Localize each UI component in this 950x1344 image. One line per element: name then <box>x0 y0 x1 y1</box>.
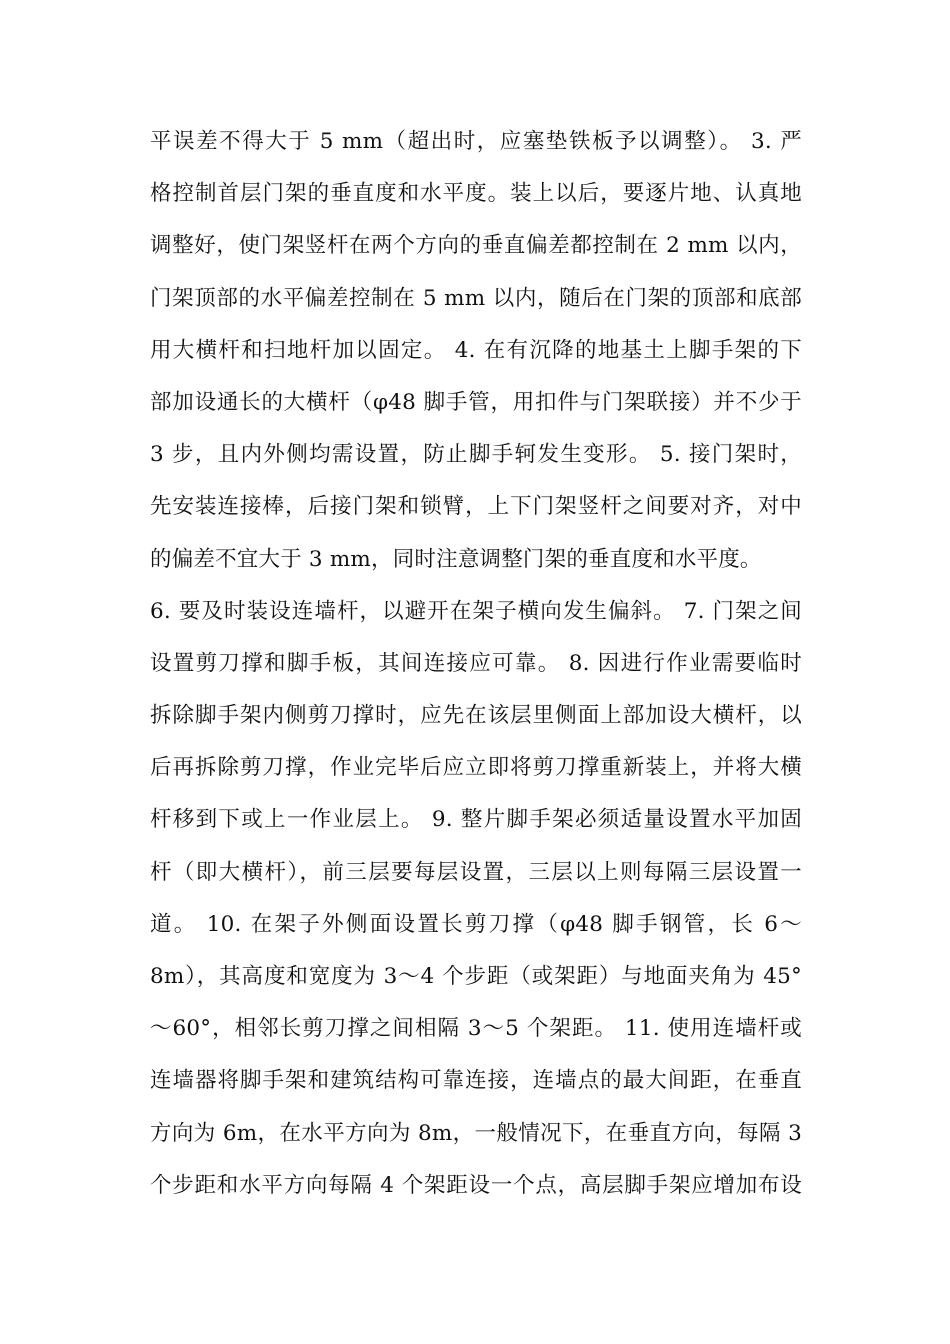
text-line-16: 道。 10. 在架子外侧面设置长剪刀撑（φ48 脚手钢管，长 6～ <box>150 911 802 937</box>
text-line-3: 调整好，使门架竖杆在两个方向的垂直偏差都控制在 2 mm 以内， <box>150 233 802 259</box>
body-text <box>150 116 802 1212</box>
text-line-2: 格控制首层门架的垂直度和水平度。装上以后，要逐片地、认真地 <box>150 181 802 207</box>
text-line-9: 的偏差不宜大于 3 mm，同时注意调整门架的垂直度和水平度。 <box>150 546 762 572</box>
text-line-19: 连墙器将脚手架和建筑结构可靠连接，连墙点的最大间距，在垂直 <box>150 1068 802 1094</box>
text-line-11: 设置剪刀撑和脚手板，其间连接应可靠。 8. 因进行作业需要临时 <box>150 650 802 676</box>
text-line-18: ～60°，相邻长剪刀撑之间相隔 3～5 个架距。 11. 使用连墙杆或 <box>150 1016 802 1042</box>
text-line-1: 平误差不得大于 5 mm（超出时，应塞垫铁板予以调整）。 3. 严 <box>150 129 802 154</box>
text-line-4: 门架顶部的水平偏差控制在 5 mm 以内，随后在门架的顶部和底部 <box>150 285 802 311</box>
text-line-8: 先安装连接棒，后接门架和锁臂，上下门架竖杆之间要对齐，对中 <box>150 494 802 520</box>
text-line-13: 后再拆除剪刀撑，作业完毕后应立即将剪刀撑重新装上，并将大横 <box>150 755 802 781</box>
text-line-15: 杆（即大横杆），前三层要每层设置，三层以上则每隔三层设置一 <box>150 859 802 885</box>
text-line-20: 方向为 6m，在水平方向为 8m，一般情况下，在垂直方向，每隔 3 <box>150 1120 802 1146</box>
text-line-5: 用大横杆和扫地杆加以固定。 4. 在有沉降的地基土上脚手架的下 <box>150 337 802 363</box>
text-line-17: 8m），其高度和宽度为 3～4 个步距（或架距）与地面夹角为 45° <box>150 964 802 989</box>
text-line-6: 部加设通长的大横杆（φ48 脚手管，用扣件与门架联接）并不少于 <box>150 389 802 415</box>
text-line-7: 3 步，且内外侧均需设置，防止脚手轲发生变形。 5. 接门架时， <box>150 442 802 468</box>
text-line-14: 杆移到下或上一作业层上。 9. 整片脚手架必须适量设置水平加固 <box>150 807 802 833</box>
text-line-12: 拆除脚手架内侧剪刀撑时，应先在该层里侧面上部加设大横杆，以 <box>150 703 802 729</box>
text-line-21: 个步距和水平方向每隔 4 个架距设一个点，高层脚手架应增加布设 <box>150 1172 802 1198</box>
text-line-10: 6. 要及时装设连墙杆，以避开在架子横向发生偏斜。 7. 门架之间 <box>150 598 802 624</box>
